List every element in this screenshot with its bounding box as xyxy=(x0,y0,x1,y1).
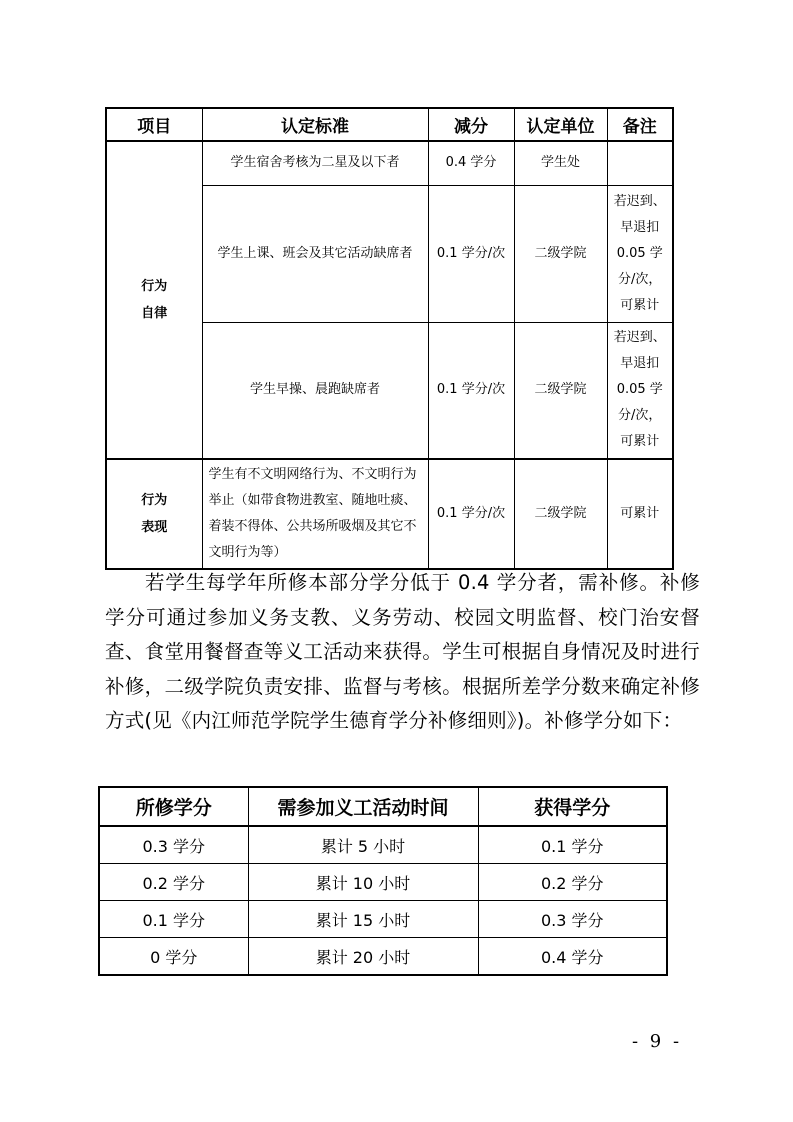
table-row xyxy=(99,864,667,901)
table-header-row xyxy=(106,108,673,141)
deduction-criteria-table xyxy=(105,107,674,570)
standard-cell: 学生有不文明网络行为、不文明行为举止（如带食物进教室、随地吐痰、着装不得体、公共场所吸烟及其它不文明行为等） xyxy=(202,459,428,569)
deduction-cell: 0.1 学分/次 xyxy=(428,322,514,459)
note-cell: 可累计 xyxy=(607,459,673,569)
note-line: 分/次， xyxy=(618,271,662,287)
category-label: 行为 xyxy=(141,493,168,508)
column-header: 认定单位 xyxy=(514,108,607,141)
table-row xyxy=(106,141,673,185)
table-cell: 0.1 学分 xyxy=(478,826,667,864)
table-row xyxy=(106,459,673,569)
standard-cell: 学生宿舍考核为二星及以下者 xyxy=(202,141,428,185)
standard-cell: 学生上课、班会及其它活动缺席者 xyxy=(202,185,428,322)
table-cell: 0.3 学分 xyxy=(99,826,248,864)
table-header-row xyxy=(99,787,667,826)
table-cell: 累计 20 小时 xyxy=(248,938,478,976)
category-label: 自律 xyxy=(141,306,168,321)
column-header: 认定标准 xyxy=(202,108,428,141)
deduction-cell: 0.1 学分/次 xyxy=(428,459,514,569)
note-cell xyxy=(607,322,673,459)
table-cell: 0.2 学分 xyxy=(478,864,667,901)
note-line: 早退扣 xyxy=(620,356,660,372)
column-header: 项目 xyxy=(106,108,202,141)
makeup-credit-table xyxy=(98,786,668,976)
note-line: 可累计 xyxy=(620,434,660,450)
deduction-cell: 0.1 学分/次 xyxy=(428,185,514,322)
note-line: 若迟到、 xyxy=(613,330,666,346)
table-cell: 0 学分 xyxy=(99,938,248,976)
note-line: 若迟到、 xyxy=(613,193,666,209)
category-label: 行为 xyxy=(141,279,168,294)
column-header: 备注 xyxy=(607,108,673,141)
category-cell xyxy=(106,141,202,459)
table-row xyxy=(99,901,667,938)
note-line: 可累计 xyxy=(620,297,660,313)
category-cell xyxy=(106,459,202,569)
table-cell: 累计 15 小时 xyxy=(248,901,478,938)
unit-cell: 二级学院 xyxy=(514,459,607,569)
note-cell xyxy=(607,185,673,322)
table-row xyxy=(99,938,667,976)
page-number: - 9 - xyxy=(632,1031,683,1052)
column-header: 获得学分 xyxy=(478,787,667,826)
body-paragraph: 若学生每学年所修本部分学分低于 0.4 学分者，需补修。补修学分可通过参加义务支教、义务劳动、校园文明监督、校门治安督查、食堂用餐督查等义工活动来获得。学生可根据自身情况及时进行补修，二级学院负责安排、监督与考核。根据所差学分数来确定补修方式(见《内江师范学院学生德育学分补修细则》)。补修学分如下： xyxy=(105,571,700,732)
deduction-cell: 0.4 学分 xyxy=(428,141,514,185)
standard-cell: 学生早操、晨跑缺席者 xyxy=(202,322,428,459)
column-header: 减分 xyxy=(428,108,514,141)
category-label: 表现 xyxy=(141,520,168,535)
table-cell: 0.1 学分 xyxy=(99,901,248,938)
note-line: 早退扣 xyxy=(620,219,660,235)
unit-cell: 学生处 xyxy=(514,141,607,185)
unit-cell: 二级学院 xyxy=(514,322,607,459)
unit-cell: 二级学院 xyxy=(514,185,607,322)
table-row xyxy=(99,826,667,864)
table-cell: 累计 10 小时 xyxy=(248,864,478,901)
note-line: 0.05 学 xyxy=(616,245,663,261)
table-cell: 0.2 学分 xyxy=(99,864,248,901)
table-cell: 0.4 学分 xyxy=(478,938,667,976)
column-header: 所修学分 xyxy=(99,787,248,826)
note-line: 分/次， xyxy=(618,408,662,424)
note-line: 0.05 学 xyxy=(616,382,663,398)
table-cell: 0.3 学分 xyxy=(478,901,667,938)
note-cell xyxy=(607,141,673,185)
table-cell: 累计 5 小时 xyxy=(248,826,478,864)
column-header: 需参加义工活动时间 xyxy=(248,787,478,826)
